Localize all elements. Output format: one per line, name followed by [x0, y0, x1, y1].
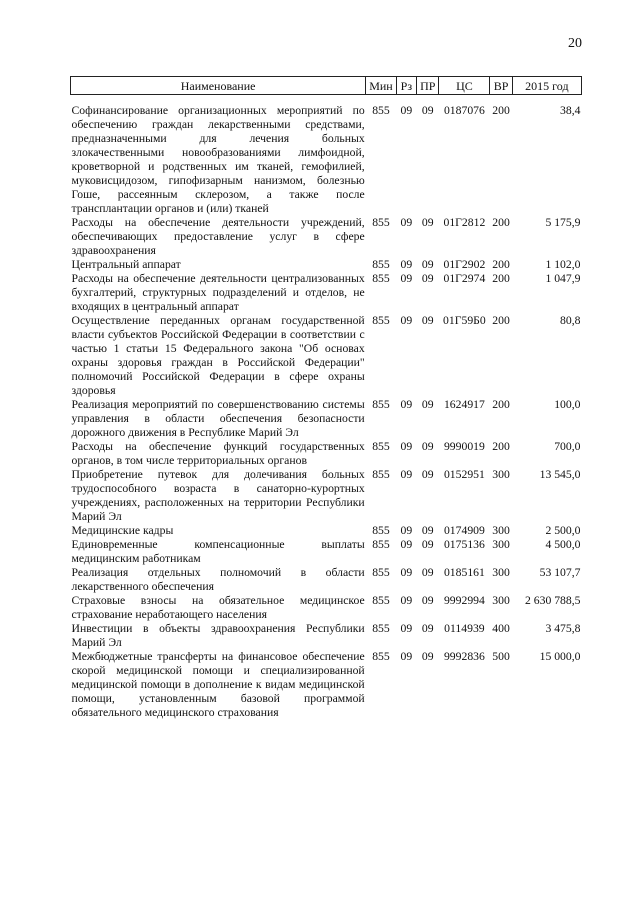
row-cs: 9992836	[443, 650, 485, 663]
row-amount: 80,8	[560, 314, 581, 327]
row-rz: 09	[400, 524, 413, 537]
row-vr: 400	[492, 622, 510, 635]
row-vr: 300	[492, 566, 510, 579]
row-pr: 09	[421, 398, 434, 411]
row-vr: 200	[492, 440, 510, 453]
row-min: 855	[372, 314, 390, 327]
row-cs: 01Г2974	[443, 272, 486, 285]
row-name: Расходы на обеспечение деятельности централизованных бухгалтерий, структурных подразделений и отделов, не входящих в центральный аппарат	[71, 272, 365, 313]
row-vr: 200	[492, 314, 510, 327]
row-rz: 09	[400, 566, 413, 579]
row-cs: 01Г59Б0	[443, 314, 486, 327]
row-name: Страховые взносы на обязательное медицинское страхование неработающего населения	[71, 594, 365, 621]
table-row	[71, 566, 582, 594]
col-header-name: Наименование	[71, 77, 366, 95]
row-name: Медицинские кадры	[71, 524, 174, 537]
row-name: Софинансирование организационных мероприятий по обеспечению граждан лекарственными средствами, предназначенными для лечения больных злокачественными новообразованиями лимфоидной, кроветворной и родственных им тканей, гемофилией, муковисцидозом, гипофизарным нанизмом, болезнью Гоше, рассеянным склерозом, а также после трансплантации органов и (или) тканей	[71, 104, 365, 215]
row-amount: 1 102,0	[545, 258, 581, 271]
row-vr: 200	[492, 272, 510, 285]
row-amount: 4 500,0	[545, 538, 581, 551]
row-cs: 01Г2902	[443, 258, 486, 271]
table-row	[71, 398, 582, 440]
row-min: 855	[372, 272, 390, 285]
row-name: Приобретение путевок для долечивания больных трудоспособного возраста в санаторно-курортных учреждениях, расположенных на территории Республики Марий Эл	[71, 468, 365, 523]
row-name: Осуществление переданных органам государственной власти субъектов Российской Федерации в соответствии с частью 1 статьи 15 Федерального закона "Об основах охраны здоровья граждан в Российской Федерации" полномочий Российской Федерации в сфере охраны здоровья	[71, 314, 365, 397]
row-cs: 1624917	[443, 398, 485, 411]
row-min: 855	[372, 440, 390, 453]
row-amount: 1 047,9	[545, 272, 581, 285]
table-row	[71, 258, 582, 272]
row-cs: 0152951	[443, 468, 485, 481]
row-rz: 09	[400, 622, 413, 635]
row-rz: 09	[400, 216, 413, 229]
row-amount: 100,0	[554, 398, 581, 411]
row-rz: 09	[400, 272, 413, 285]
row-min: 855	[372, 104, 390, 117]
row-cs: 0174909	[443, 524, 485, 537]
row-amount: 13 545,0	[539, 468, 581, 481]
row-min: 855	[372, 258, 390, 271]
row-min: 855	[372, 216, 390, 229]
row-rz: 09	[400, 650, 413, 663]
row-amount: 3 475,8	[545, 622, 581, 635]
row-min: 855	[372, 566, 390, 579]
row-name: Реализация отдельных полномочий в области лекарственного обеспечения	[71, 566, 365, 593]
page-number: 20	[568, 36, 582, 51]
row-min: 855	[372, 524, 390, 537]
row-amount: 53 107,7	[539, 566, 581, 579]
row-name: Расходы на обеспечение деятельности учреждений, обеспечивающих предоставление услуг в сфере здравоохранения	[71, 216, 365, 257]
row-pr: 09	[421, 440, 434, 453]
row-rz: 09	[400, 314, 413, 327]
row-min: 855	[372, 468, 390, 481]
row-name: Расходы на обеспечение функций государственных органов, в том числе территориальных органов	[71, 440, 365, 467]
row-amount: 38,4	[560, 104, 581, 117]
table-row	[71, 538, 582, 566]
row-vr: 200	[492, 258, 510, 271]
row-min: 855	[372, 650, 390, 663]
row-pr: 09	[421, 566, 434, 579]
row-cs: 0114939	[444, 622, 485, 635]
row-name: Реализация мероприятий по совершенствованию системы управления в области обеспечения безопасности дорожного движения в Республике Марий Эл	[71, 398, 365, 439]
table-row	[71, 594, 582, 622]
row-min: 855	[372, 594, 390, 607]
row-amount: 5 175,9	[545, 216, 581, 229]
row-pr: 09	[421, 314, 434, 327]
row-name: Межбюджетные трансферты на финансовое обеспечение скорой медицинской помощи и специализированной медицинской помощи в дополнение к видам медицинской помощи, установленным базовой программой обязательного медицинского страхования	[71, 650, 365, 719]
row-pr: 09	[421, 650, 434, 663]
row-vr: 300	[492, 468, 510, 481]
row-cs: 0175136	[443, 538, 485, 551]
row-vr: 200	[492, 216, 510, 229]
row-rz: 09	[400, 594, 413, 607]
table-row	[71, 524, 582, 538]
row-min: 855	[372, 622, 390, 635]
row-name: Инвестиции в объекты здравоохранения Республики Марий Эл	[71, 622, 365, 649]
row-pr: 09	[421, 104, 434, 117]
row-name: Центральный аппарат	[71, 258, 181, 271]
row-amount: 700,0	[554, 440, 581, 453]
table-row	[71, 272, 582, 314]
row-amount: 2 630 788,5	[524, 594, 581, 607]
row-min: 855	[372, 538, 390, 551]
col-header-min: Мин	[366, 77, 397, 95]
col-header-cs: ЦС	[439, 77, 490, 95]
row-vr: 300	[492, 524, 510, 537]
row-rz: 09	[400, 468, 413, 481]
row-pr: 09	[421, 258, 434, 271]
col-header-pr: ПР	[417, 77, 439, 95]
row-rz: 09	[400, 258, 413, 271]
row-cs: 0187076	[443, 104, 485, 117]
row-pr: 09	[421, 622, 434, 635]
row-vr: 200	[492, 398, 510, 411]
row-rz: 09	[400, 398, 413, 411]
table-row	[71, 440, 582, 468]
row-vr: 300	[492, 594, 510, 607]
table-row	[71, 468, 582, 524]
row-rz: 09	[400, 440, 413, 453]
row-vr: 300	[492, 538, 510, 551]
row-pr: 09	[421, 594, 434, 607]
row-amount: 2 500,0	[545, 524, 581, 537]
table-header	[71, 77, 582, 105]
row-cs: 01Г2812	[443, 216, 486, 229]
row-name: Единовременные компенсационные выплаты медицинским работникам	[71, 538, 365, 565]
row-pr: 09	[421, 216, 434, 229]
row-vr: 200	[492, 104, 510, 117]
row-pr: 09	[421, 538, 434, 551]
table-row	[71, 314, 582, 398]
row-rz: 09	[400, 538, 413, 551]
table-row	[71, 622, 582, 650]
row-pr: 09	[421, 468, 434, 481]
col-header-year: 2015 год	[512, 77, 581, 95]
row-cs: 9990019	[443, 440, 485, 453]
row-rz: 09	[400, 104, 413, 117]
row-pr: 09	[421, 524, 434, 537]
row-vr: 500	[492, 650, 510, 663]
table-row	[71, 104, 582, 216]
row-cs: 0185161	[443, 566, 485, 579]
table-row	[71, 650, 582, 720]
table-row	[71, 216, 582, 258]
table-body	[71, 104, 582, 720]
row-min: 855	[372, 398, 390, 411]
row-cs: 9992994	[443, 594, 485, 607]
col-header-vr: ВР	[490, 77, 512, 95]
budget-table	[70, 76, 582, 720]
row-amount: 15 000,0	[539, 650, 581, 663]
col-header-rz: Рз	[396, 77, 416, 95]
row-pr: 09	[421, 272, 434, 285]
